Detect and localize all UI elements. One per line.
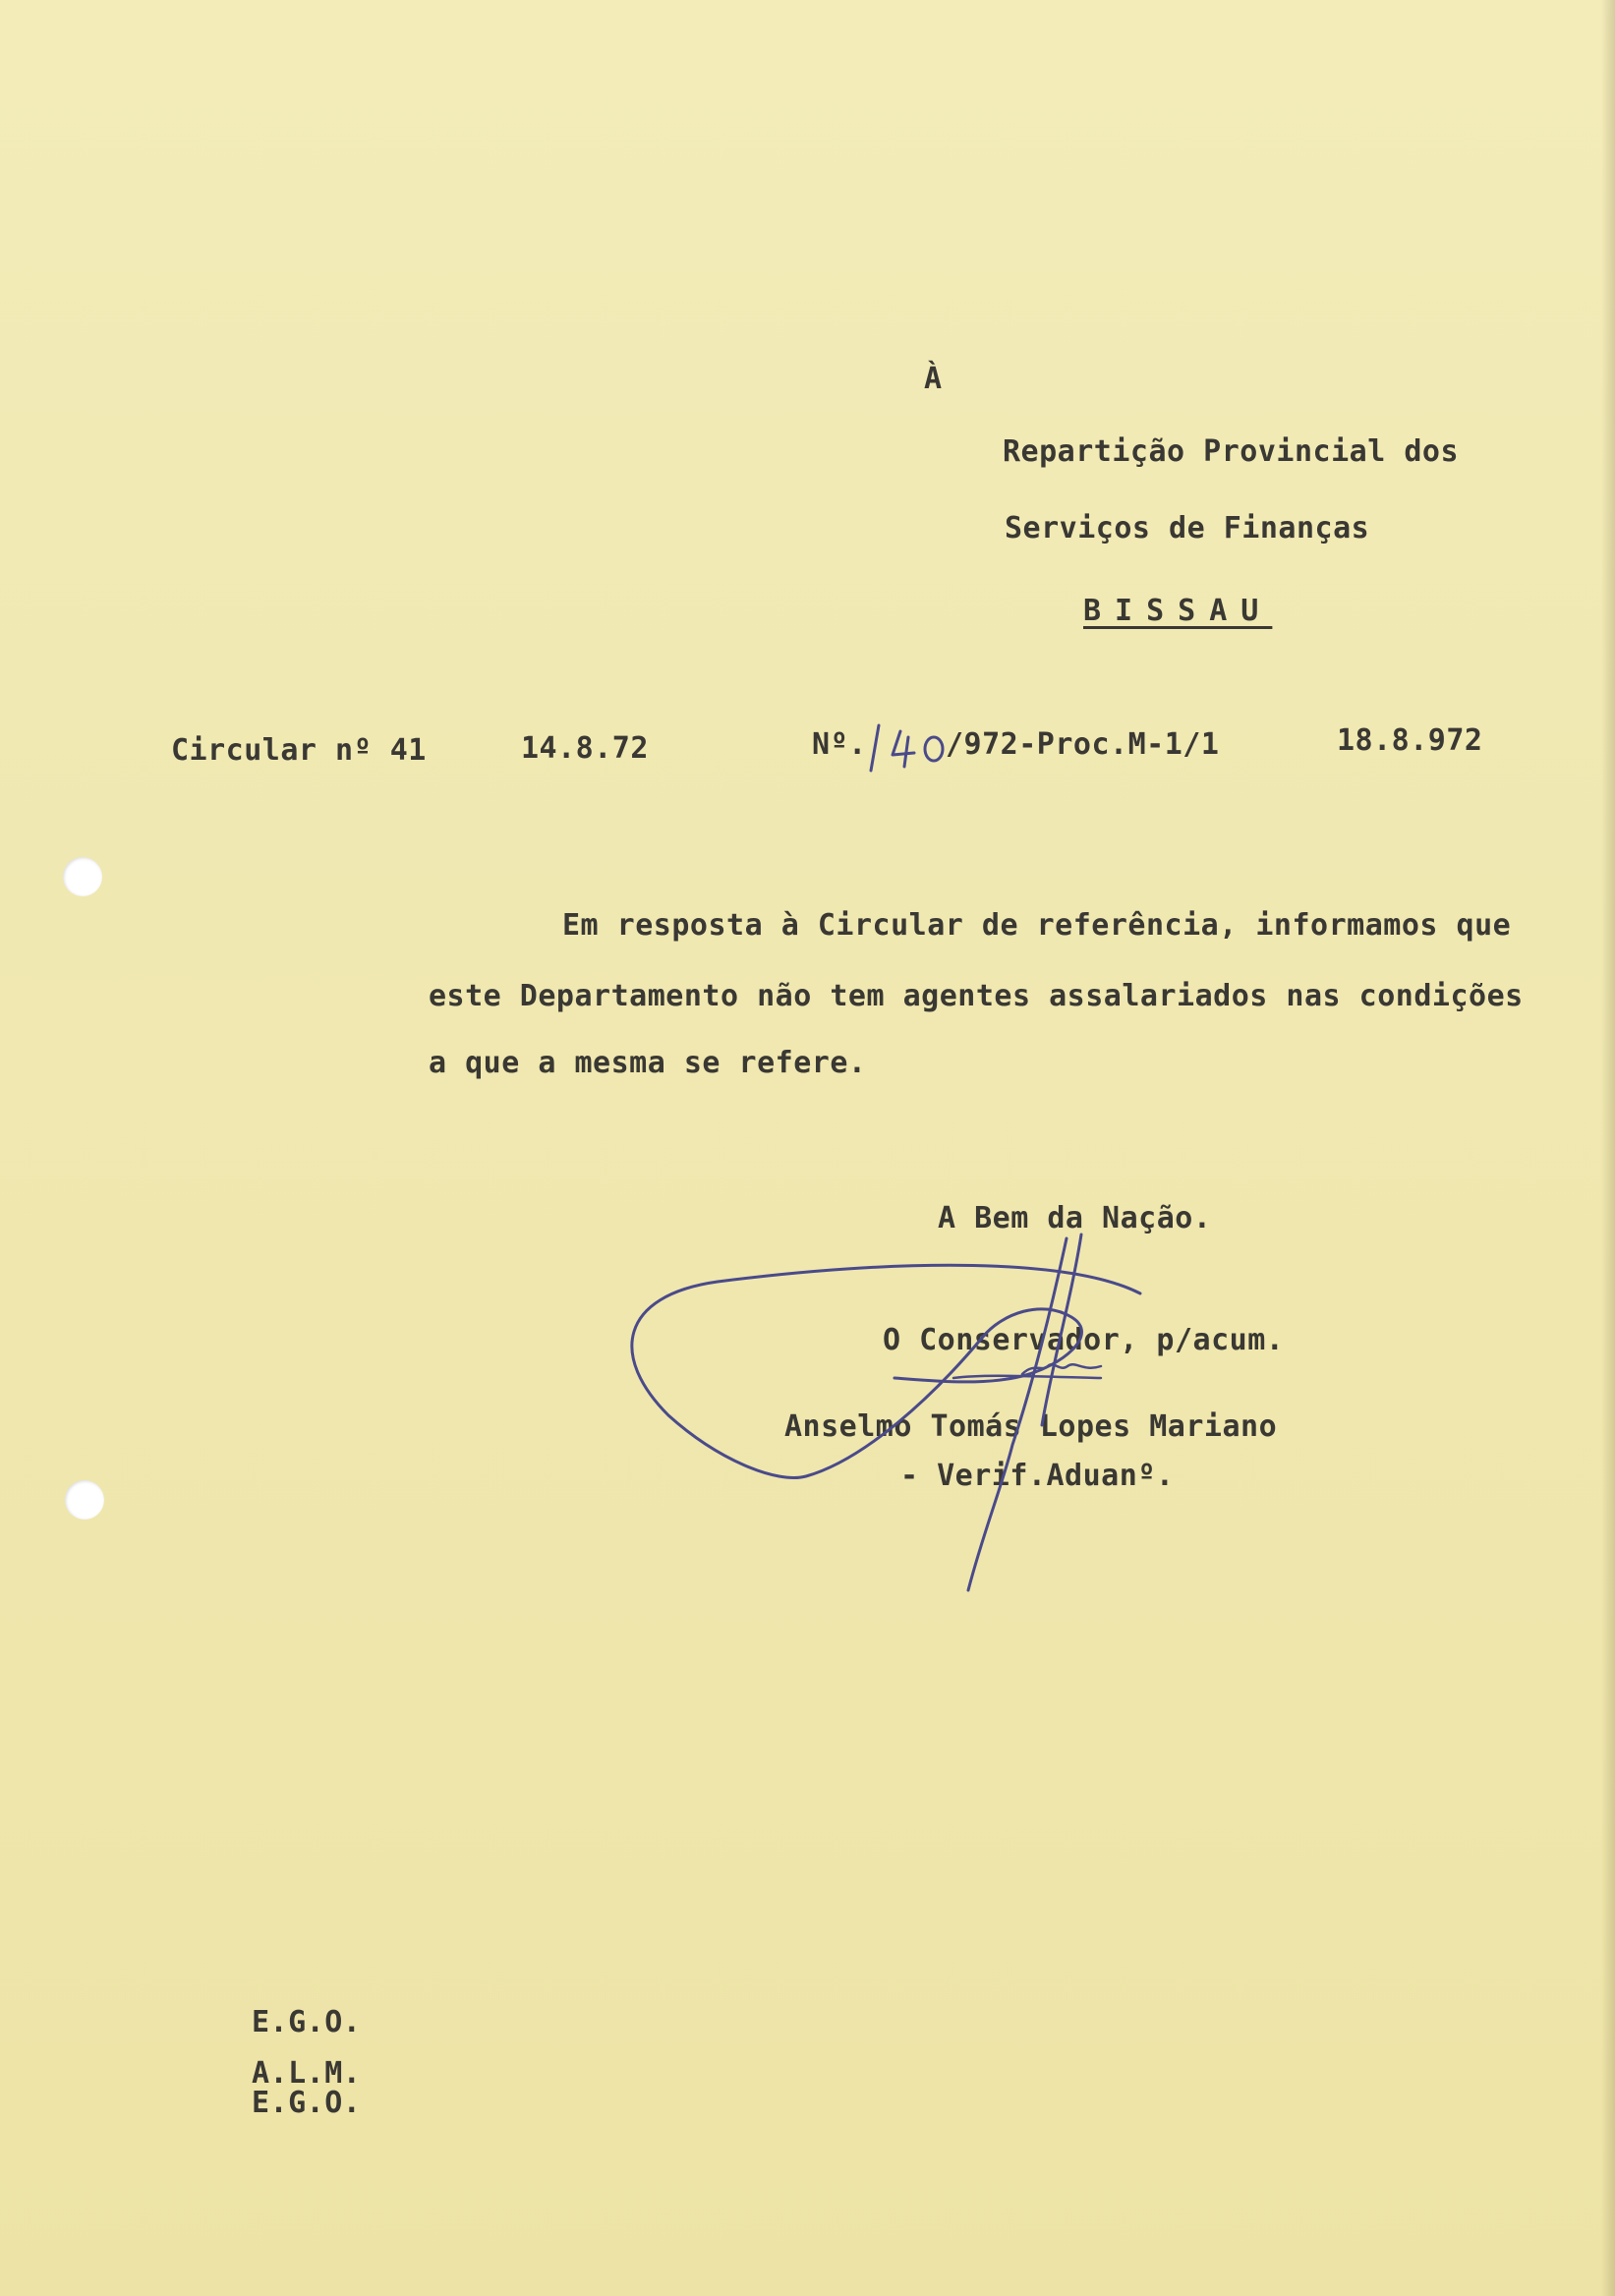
page-edge-shade	[1601, 0, 1615, 2296]
punch-hole-top	[63, 857, 102, 896]
body-line-1: Em resposta à Circular de referência, informamos que	[562, 908, 1512, 943]
footer-initials-1: E.G.O.	[252, 2005, 362, 2039]
body-line-2: este Departamento não tem agentes assalariados nas condições	[429, 979, 1524, 1013]
document-number-suffix: /972-Proc.M-1/1	[946, 727, 1220, 762]
closing-salutation: A Bem da Nação.	[938, 1201, 1212, 1235]
handwritten-number-icon	[867, 718, 955, 776]
signatory-title: O Conservador, p/acum.	[883, 1323, 1285, 1357]
signatory-name: Anselmo Tomás Lopes Mariano	[784, 1409, 1278, 1444]
circular-reference: Circular nº 41	[171, 733, 427, 768]
addressee-city: BISSAU	[1083, 594, 1273, 628]
addressee-line-2: Serviços de Finanças	[1005, 511, 1370, 545]
signature-icon	[609, 1219, 1219, 1612]
addressee-line-1: Repartição Provincial dos	[1003, 434, 1460, 469]
addressee-prefix: À	[924, 362, 943, 396]
document-number-prefix: Nº.	[812, 727, 867, 762]
footer-initials-2: A.L.M.	[252, 2056, 362, 2091]
footer-initials-3: E.G.O.	[252, 2086, 362, 2120]
body-line-3: a que a mesma se refere.	[429, 1046, 867, 1080]
signatory-role: - Verif.Aduanº.	[900, 1459, 1175, 1493]
circular-date: 14.8.72	[521, 731, 649, 766]
document-date: 18.8.972	[1337, 723, 1483, 758]
punch-hole-bottom	[65, 1480, 104, 1520]
